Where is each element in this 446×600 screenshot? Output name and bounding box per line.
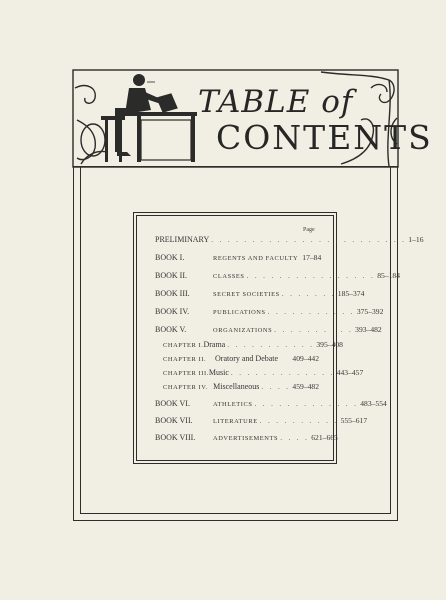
page-column-label: Page <box>303 227 315 233</box>
toc-pages: 85–184 <box>377 271 400 280</box>
leader-dots: . . . . . . . . . . . . . . . . . . . . . . . . <box>211 236 407 244</box>
toc-pages: 1–16 <box>408 235 424 244</box>
toc-title: ADVERTISEMENTS <box>213 435 279 442</box>
toc-book-label: BOOK IV. <box>155 307 190 316</box>
toc-pages: 185–374 <box>337 289 365 298</box>
toc-row-chapter-1 <box>163 340 343 349</box>
toc-chapter-label: CHAPTER IV. <box>163 384 208 391</box>
toc-book-label: BOOK VI. <box>155 399 190 408</box>
toc-title: ORGANIZATIONS <box>213 327 273 334</box>
toc-row-book-3 <box>155 289 365 298</box>
toc-book-label: BOOK I. <box>155 253 185 262</box>
toc-book-label: BOOK V. <box>155 325 187 334</box>
leader-dots: . . . . . . . . . . <box>274 326 354 334</box>
leader-dots: . . . . . . . . . . <box>259 417 339 425</box>
toc-title: Drama <box>203 340 226 349</box>
toc-title: Miscellaneous <box>213 382 260 391</box>
leader-dots: . . . . <box>261 383 291 391</box>
toc-chapter-label: CHAPTER II. <box>163 356 207 363</box>
toc-title: PUBLICATIONS <box>213 309 266 316</box>
toc-pages: 621–665 <box>311 433 338 442</box>
toc-row-book-2 <box>155 271 400 280</box>
toc-title: ATHLETICS <box>213 401 253 408</box>
title-line-2: CONTENTS <box>216 118 433 157</box>
toc-title: LITERATURE <box>213 418 258 425</box>
leader-dots: . . . . . . . . . . . . . <box>254 400 359 408</box>
toc-row-preliminary <box>155 235 424 244</box>
toc-row-book-7 <box>155 416 368 425</box>
toc-title: SECRET SOCIETIES <box>213 291 280 298</box>
leader-dots: . . . . . . . . . . . . . <box>230 369 335 377</box>
toc-book-label: BOOK VIII. <box>155 433 196 442</box>
leader-dots: . . . . . . . . . . . . . . . . <box>246 272 376 280</box>
leader-dots: . . . . . . . <box>281 290 336 298</box>
toc-row-book-6 <box>155 399 387 408</box>
toc-pages: 17–84 <box>302 253 322 262</box>
toc-pages: 555–617 <box>340 416 368 425</box>
toc-row-book-8 <box>155 433 338 442</box>
toc-row-book-4 <box>155 307 384 316</box>
toc-pages: 459–482 <box>292 382 319 391</box>
toc-chapter-label: CHAPTER I. <box>163 342 204 349</box>
toc-title: CLASSES <box>213 273 245 280</box>
toc-row-chapter-2 <box>163 354 319 363</box>
toc-book-label: BOOK II. <box>155 271 187 280</box>
toc-pages: 375–392 <box>356 307 384 316</box>
toc-row-book-5 <box>155 325 382 334</box>
toc-row-chapter-4 <box>163 382 319 391</box>
toc-book-label: PRELIMINARY <box>155 235 210 244</box>
leader-dots: . . . . <box>280 434 310 442</box>
toc-chapter-label: CHAPTER III. <box>163 370 209 377</box>
toc-title: Music <box>208 368 229 377</box>
toc-book-label: BOOK VII. <box>155 416 193 425</box>
toc-row-book-1 <box>155 253 322 262</box>
toc-pages: 395–408 <box>316 340 343 349</box>
toc-pages: 393–482 <box>355 325 382 334</box>
toc-title: REGENTS AND FACULTY <box>213 255 299 262</box>
toc-pages: 443–457 <box>336 368 364 377</box>
leader-dots: . . . . . . . . . . . <box>227 341 315 349</box>
toc-title: Oratory and Debate <box>215 354 279 363</box>
toc-book-label: BOOK III. <box>155 289 190 298</box>
leader-dots: . . . . . . . . . . . <box>267 308 355 316</box>
toc-pages: 483–554 <box>360 399 387 408</box>
toc-row-chapter-3 <box>163 368 364 377</box>
toc-pages: 409–442 <box>292 354 319 363</box>
title-line-1: TABLE of <box>198 84 354 120</box>
